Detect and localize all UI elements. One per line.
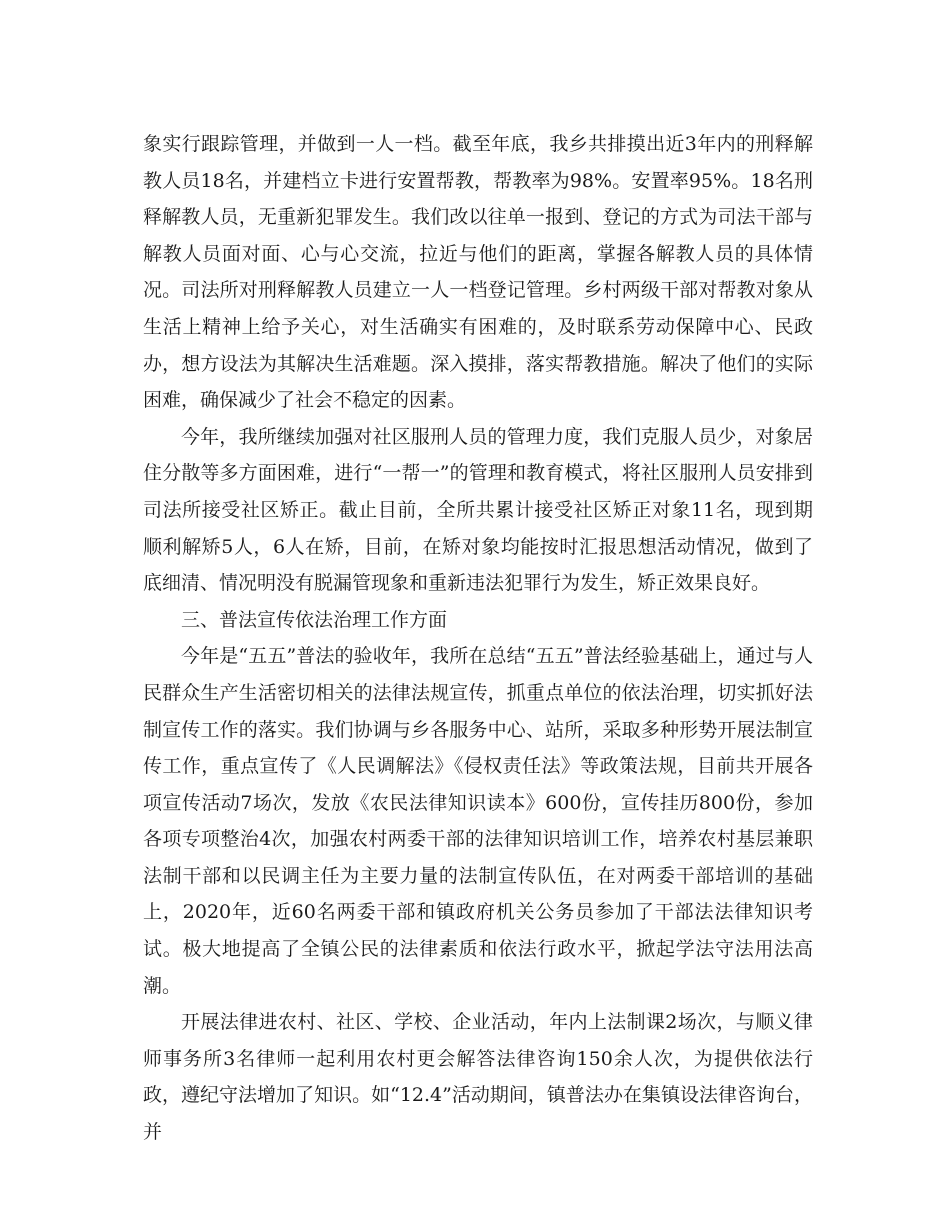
- paragraph-law-outreach: 开展法律进农村、社区、学校、企业活动，年内上法制课2场次，与顺义律师事务所3名律师一起利用农村更会解答法律咨询150余人次，为提供依法行政，遵纪守法增加了知识。如“12.4”活动期间，镇普法办在集镇设法律咨询台，并: [143, 1011, 813, 1144]
- paragraph-legal-publicity: 今年是“五五”普法的验收年，我所在总结“五五”普法经验基础上，通过与人民群众生产生活密切相关的法律法规宣传，抓重点单位的依法治理，切实抓好法制宣传工作的落实。我们协调与乡各服务中心、站所，采取多种形势开展法制宣传工作，重点宣传了《人民调解法》《侵权责任法》等政策法规，目前共开展各项宣传活动7场次，发放《农民法律知识读本》600份，宣传挂历800份，参加各项专项整治4次，加强农村两委干部的法律知识培训工作，培养农村基层兼职法制干部和以民调主任为主要力量的法制宣传队伍，在对两委干部培训的基础上，2020年，近60名两委干部和镇政府机关公务员参加了干部法法律知识考试。极大地提高了全镇公民的法律素质和依法行政水平，掀起学法守法用法高潮。: [143, 645, 813, 997]
- paragraph-community-correction: 今年，我所继续加强对社区服刑人员的管理力度，我们克服人员少，对象居住分散等多方面困难，进行“一帮一”的管理和教育模式，将社区服刑人员安排到司法所接受社区矫正。截止目前，全所共累计接受社区矫正对象11名，现到期顺利解矫5人，6人在矫，目前，在矫对象均能按时汇报思想活动情况，做到了底细清、情况明没有脱漏管现象和重新违法犯罪行为发生，矫正效果良好。: [143, 425, 813, 595]
- paragraph-resettlement: 象实行跟踪管理，并做到一人一档。截至年底，我乡共排摸出近3年内的刑释解教人员18名，并建档立卡进行安置帮教，帮教率为98%。安置率95%。18名刑释解教人员，无重新犯罪发生。我们改以往单一报到、登记的方式为司法干部与解教人员面对面、心与心交流，拉近与他们的距离，掌握各解教人员的具体情况。司法所对刑释解教人员建立一人一档登记管理。乡村两级干部对帮教对象从生活上精神上给予关心，对生活确实有困难的，及时联系劳动保障中心、民政办，想方设法为其解决生活难题。深入摸排，落实帮教措施。解决了他们的实际困难，确保减少了社会不稳定的因素。: [143, 133, 813, 412]
- section-heading-legal-publicity: 三、普法宣传依法治理工作方面: [181, 608, 448, 631]
- document-body: [143, 126, 813, 1151]
